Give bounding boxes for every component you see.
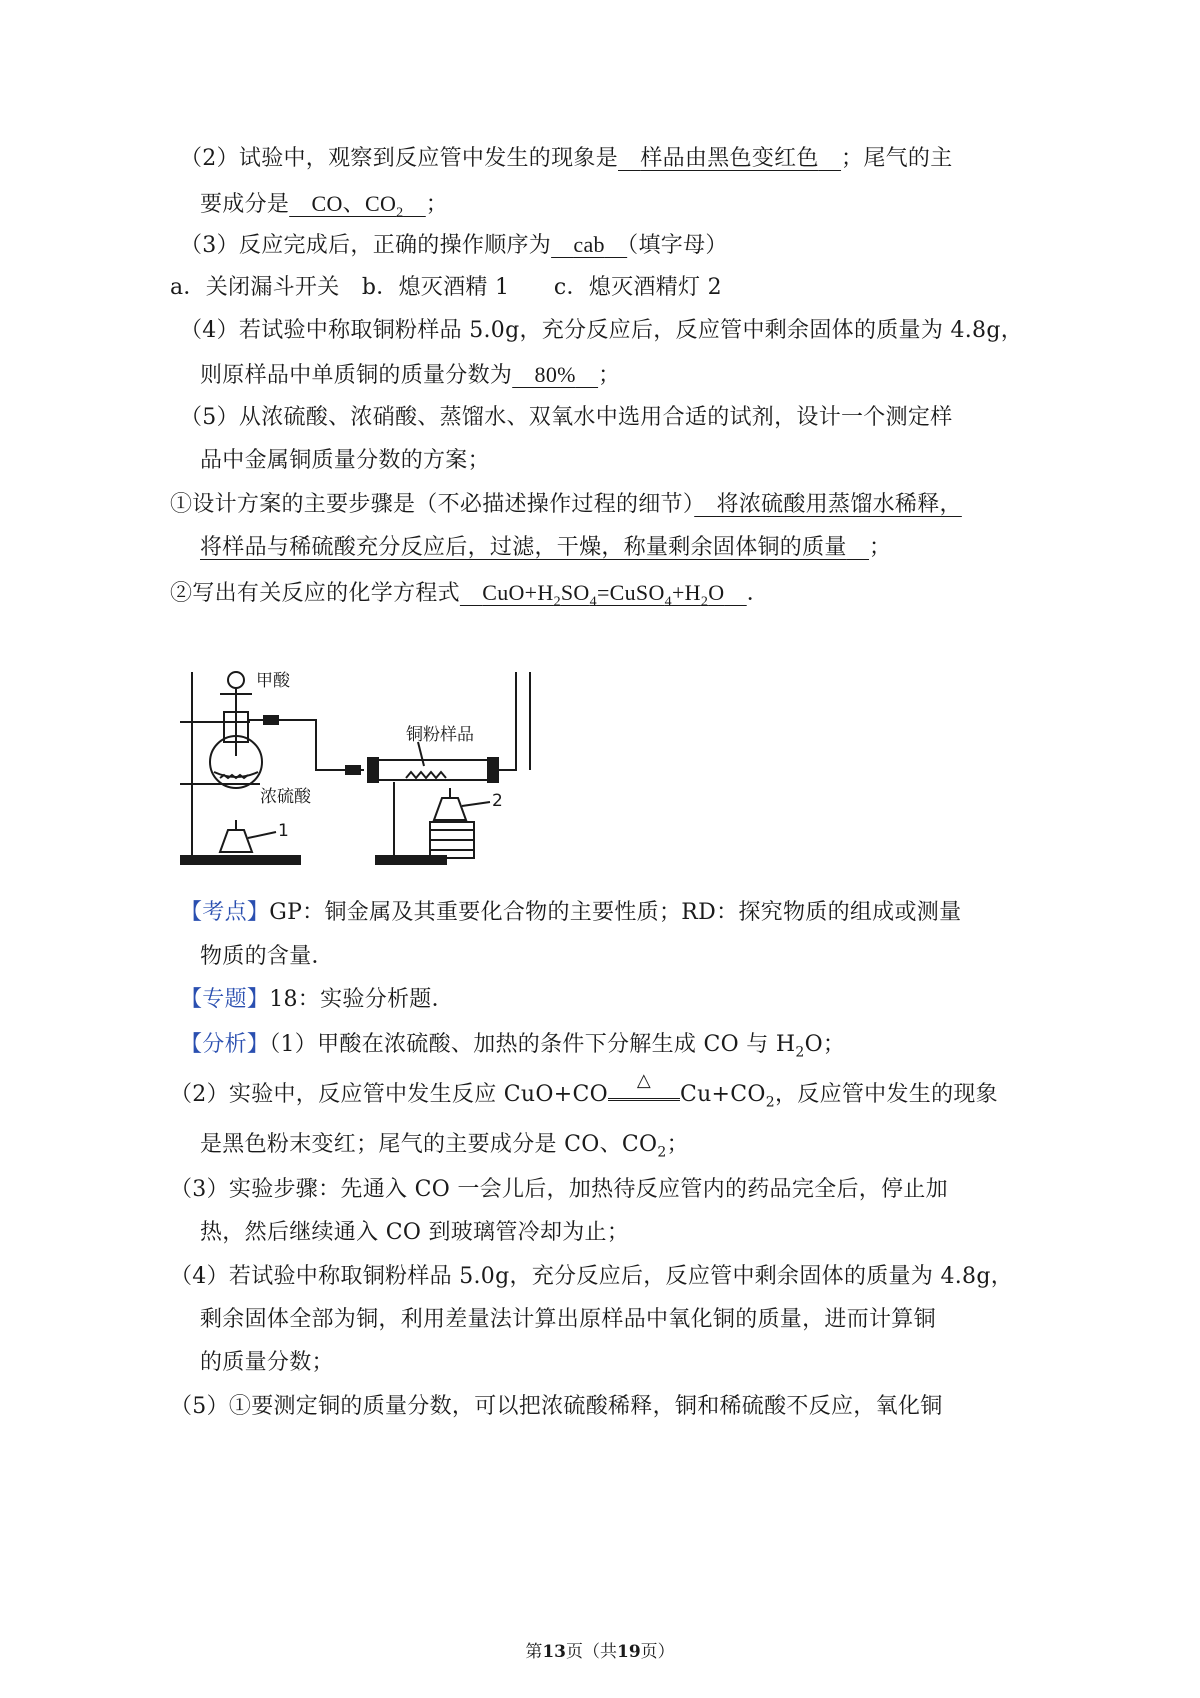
delta-icon: △ [636,1070,652,1091]
heating-equation-sign [608,1070,680,1101]
apparatus-diagram [180,670,540,880]
fenxi-3-line-1: （3）实验步骤：先通入 CO 一会儿后，加热待反应管内的药品完全后，停止加 [170,1177,948,1202]
q3-line: （3）反应完成后，正确的操作顺序为 cab （填字母） [180,232,728,258]
fenxi-5-line-1: （5）①要测定铜的质量分数，可以把浓硫酸稀释，铜和稀硫酸不反应，氧化铜 [170,1394,943,1419]
page-number: 13 [542,1642,566,1662]
q5-step1-line-1: ①设计方案的主要步骤是（不必描述操作过程的细节） 将浓硫酸用蒸馏水稀释， [170,492,962,517]
q2-line-2: 要成分是 CO、$CO_2$ ； [200,191,449,221]
reaction-tube [370,760,496,780]
lamp-2-pointer [462,802,490,806]
dropping-funnel-bulb [228,672,244,688]
fenxi-2-line-2: 是黑色粉末变红；尾气的主要成分是 CO、$CO_2$； [200,1132,689,1161]
copper-powder-sample [406,772,446,778]
fenxi-line-1: 【分析】（1）甲酸在浓硫酸、加热的条件下分解生成 CO 与 $H_2O$； [180,1032,846,1061]
exhaust-tube [498,672,516,770]
q5-line-2: 品中金属铜质量分数的方案； [200,448,490,473]
tube-stopper-right [488,758,498,782]
fenxi-tag: 【分析】 [180,1032,270,1057]
delivery-tube [248,720,364,770]
page-total: 19 [617,1642,641,1662]
q2-line-1: （2）试验中，观察到反应管中发生的现象是 样品由黑色变红色 ；尾气的主 [180,146,953,171]
left-stand-base [180,856,300,864]
kaodian-line-2: 物质的含量． [200,944,334,969]
q4-line-2: 则原样品中单质铜的质量分数为 80% ； [200,362,621,388]
label-formic-acid: 甲酸 [256,671,290,691]
fenxi-4-line-1: （4）若试验中称取铜粉样品 5.0g，充分反应后，反应管中剩余固体的质量为 4.8g， [170,1264,1014,1289]
fenxi-3-line-2: 热，然后继续通入 CO 到玻璃管冷却为止； [200,1220,630,1245]
fenxi-4-line-2: 剩余固体全部为铜，利用差量法计算出原样品中氧化铜的质量，进而计算铜 [200,1307,936,1332]
fenxi-4-line-3: 的质量分数； [200,1350,334,1375]
q3-options: a．关闭漏斗开关 b．熄灭酒精 1 c．熄灭酒精灯 2 [170,275,722,300]
q3-answer-blank: cab [573,232,605,257]
alcohol-lamp-2 [434,798,466,820]
kaodian-tag: 【考点】 [180,900,270,925]
rubber-connector-2 [346,766,360,774]
sample-pointer [418,742,424,766]
label-conc-sulfuric-acid: 浓硫酸 [260,787,311,807]
q5-equation-answer: $CuO+H_2SO_4=CuSO_4+H_2O$ [482,580,725,610]
label-copper-sample: 铜粉样品 [406,725,474,745]
zhuanti-line: 【专题】18：实验分析题． [180,987,454,1012]
q4-answer-blank: 80% [534,362,576,387]
q2-answer-blank-1: 样品由黑色变红色 [640,146,819,171]
label-lamp-2: 2 [492,791,503,811]
tube-stopper-left [368,758,378,782]
rubber-connector-1 [264,716,278,724]
q4-line-1: （4）若试验中称取铜粉样品 5.0g，充分反应后，反应管中剩余固体的质量为 4.8g， [180,318,1024,343]
q2-text: （2）试验中，观察到反应管中发生的现象是 [180,146,618,171]
alcohol-lamp-1 [220,830,252,852]
q2-answer-blank-2: CO、$CO_2$ [311,191,404,221]
q5-step2-line: ②写出有关反应的化学方程式 $CuO+H_2SO_4=CuSO_4+H_2O$ ． [170,580,770,610]
q5-step1-answer-b: 将样品与稀硫酸充分反应后，过滤，干燥，称量剩余固体铜的质量 [200,535,847,560]
q5-step1-answer-a: 将浓硫酸用蒸馏水稀释， [716,492,962,517]
flask-liquid [214,772,258,777]
page-footer: 第13页（共19页） [525,1642,675,1662]
lamp-1-pointer [248,832,276,838]
zhuanti-tag: 【专题】 [180,987,270,1012]
q5-step1-line-2: 将样品与稀硫酸充分反应后，过滤，干燥，称量剩余固体铜的质量 ； [200,535,892,560]
fenxi-2-line-1: （2）实验中，反应管中发生反应 CuO+CO △ $Cu+CO_2$，反应管中发生的现象 [170,1080,998,1110]
kaodian-line-1: 【考点】GP：铜金属及其重要化合物的主要性质；RD：探究物质的组成或测量 [180,900,962,925]
label-lamp-1: 1 [278,821,289,841]
q5-line-1: （5）从浓硫酸、浓硝酸、蒸馏水、双氧水中选用合适的试剂，设计一个测定样 [180,405,953,430]
